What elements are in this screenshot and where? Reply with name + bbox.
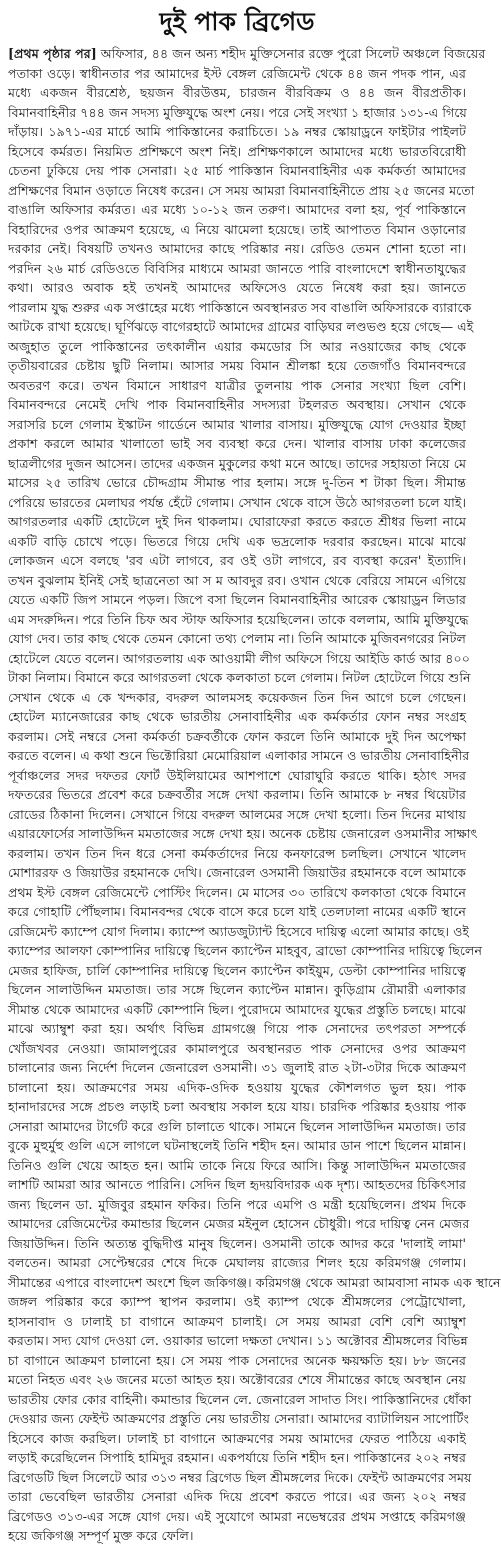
article-line: হোটেলে যেতে বলেন। আগরতলায় এক আওয়ামী লীগ অফিসে গিয়ে আইডি কার্ড আর ৪০০ (8, 650, 471, 666)
article-line: ক্যাম্পের আলফা কোম্পানির দায়িত্বে ছিলেন ক্যাপ্টেন মাহবুব, ব্রাভো কোম্পানির দায়িত্বে ছিলেন (8, 943, 483, 958)
article-line: একটি বাড়ি চোখে পড়ে। ভিতরে গিয়ে দেখি এক ভদ্রলোক দরবার করছেন। মাঝে মাঝে (8, 533, 466, 549)
article-line: সেখান থেকে এ কে খন্দকার, বদরুল আলমসহ কয়েকজন তিন দিন আগে চলে গেছেন। (8, 689, 466, 705)
article-line: এয়ারফোর্সের সালাউদ্দিন মমতাজের সঙ্গে দেখা হয়। অনেক চেষ্টায় জেনারেল ওসমানীর সাক্ষাৎ (8, 826, 478, 841)
article-line: করে গোহাটি পৌঁছলাম। বিমানবন্দর থেকে বাসে করে চলে যাই তেলঢালা নামের একটি স্থানে (8, 904, 466, 919)
article-line: তৃতীয়বারের চেষ্টায় ছুটি নিলাম। আসার সময় বিমান শ্রীলঙ্কা হয়ে তেজগাঁও বিমানবন্দরে (8, 358, 466, 373)
article-line: প্রথম ইস্ট বেঙ্গল রেজিমেন্টে পোস্টিং দিলেন। মে মাসের ৩০ তারিখে কলকাতা থেকে বিমানে (8, 884, 466, 900)
article-line: মোশাররফ ও জিয়াউর রহমানকে দেখি। জেনারেল ওসমানী জিয়াউর রহমানকে বলে আমাকে (8, 865, 466, 880)
article-line: মেজর হাফিজ, চার্লি কোম্পানির দায়িত্বে ছিলেন ক্যাপ্টেন কাইয়ুম, ডেল্টা কোম্পানির দায়িত্বে (8, 962, 466, 978)
article-line: তারা ভেবেছিল ভারতীয় সেনারা এদিক দিয়ে প্রবেশ করতে পারে। এর জন্য ২০২ নম্বর (8, 1489, 466, 1504)
article-line: চা বাগানে আক্রমণ চালানো হয়। সে সময় পাক সেনাদের অনেক ক্ষয়ক্ষতি হয়। ৮৮ জনের (8, 1352, 466, 1368)
continuation-tag: [প্রথম পৃষ্ঠার পর] (8, 46, 97, 61)
article-line: পারলাম যুদ্ধ শুরুর এক সপ্তাহের মধ্যে পাকিস্তানে অবস্থানরত সব বাঙালি অফিসারকে ব্যারাকে (8, 299, 472, 315)
article-line: চালানোর জন্য নির্দেশ দিলেন জেনারেল ওসমানী। ৩১ জুলাই রাত ২টা-৩টার দিকে আক্রমণ (8, 1060, 466, 1075)
article-line: লড়াই করেছিলেন সিপাহি হামিদুর রহমান। একপর্যায়ে তিনি শহীদ হন। পাকিস্তানের ২০২ নম্বর (8, 1450, 466, 1465)
article-line: হিসেবে কর্মরত। নিয়মিত প্রশিক্ষণে অংশ নিই। প্রশিক্ষণকালে আমাদের মধ্যে ভারতবিরোধী (8, 143, 466, 159)
article-line: যেতে একটি জিপ সামনে পড়ল। জিপে বসা ছিলেন বিমানবাহিনীর আরেক স্কোয়াড্রন লিডার (8, 592, 466, 607)
article-line: হোটেল ম্যানেজারের কাছ থেকে ভারতীয় সেনাবাহিনীর এক কর্মকর্তার ফোন নম্বর সংগ্রহ (8, 709, 466, 724)
article-line: আটকে রাখা হয়েছে। ঘূর্ণিঝড়ে বাগেরহাটে আমাদের গ্রামের বাড়িঘর লণ্ডভণ্ড হয়ে গেছে— এই (8, 319, 474, 334)
article-line: হিসেবে কাজ করছিল। ঢালাই চা বাগানে আক্রমণের সময় আমাদের ফেরত পাঠিয়ে একাই (8, 1430, 466, 1446)
article-line: সীমান্তের এপারে বাংলাদেশ অংশে ছিল জকিগঞ্জ। করিমগঞ্জ থেকে আমরা আমবাসা নামক এক স্থানে (8, 1274, 501, 1290)
article-line: ব্রিগেডটি ছিল সিলেটে আর ৩১৩ নম্বর ব্রিগেড ছিল শ্রীমঙ্গলের দিকে। ফেইন্ট আক্রমণের সময় (8, 1469, 472, 1485)
article-line: আমাদের রেজিমেন্টের কমান্ডার ছিলেন মেজর মইনুল হোসেন চৌধুরী। পরে দায়িত্ব নেন মেজর (8, 1216, 470, 1231)
article-line: বিহারিদের ওপর আক্রমণ হয়েছে, এ নিয়ে ঝামেলা হয়েছে। তাই আপাতত বিমান ওড়ানোর (8, 221, 466, 237)
article-line: বাঙালি অফিসার কর্মরত। এর মধ্যে ১০-১২ জন তরুণ। আমাদের বলা হয়, পূর্ব পাকিস্তানে (8, 202, 466, 217)
article-line: তিনিও গুলি খেয়ে আহত হন। আমি তাকে নিয়ে ফিরে আসি। কিন্তু সালাউদ্দিন মমতাজের (8, 1157, 466, 1173)
article-headline: দুই পাক ব্রিগেড (159, 7, 315, 36)
article-line: করলাম। তখন তিন দিন ধরে সেনা কর্মকর্তাদের নিয়ে কনফারেন্স চলছিল। সেখানে খালেদ (8, 845, 466, 861)
article-line: বলতেন। আমরা সেপ্টেম্বরের শেষে দিকে মেঘালয় রাজ্যের শিলং হয়ে করিমগঞ্জ গেলাম। (8, 1255, 466, 1270)
article-line: ভারতীয় ফোর কোর বাহিনী। কমান্ডার ছিলেন লে. জেনারেল সাদাত সিং। পাকিস্তানিদের ধোঁকা (8, 1391, 472, 1407)
article-line: পতাকা ওড়ে। স্বাধীনতার পর আমাদের ইস্ট বেঙ্গল রেজিমেন্ট থেকে ৪৪ জন পদক পান, এর (8, 65, 466, 81)
article-line: জঙ্গল পরিষ্কার করে ক্যাম্প স্থাপন করলাম। ওই ক্যাম্প থেকে শ্রীমঙ্গলের পেট্রোখোলা, (8, 1294, 466, 1309)
article-line: লাশটি আমরা আর আনতে পারিনি। সেদিন ছিল হৃদয়বিদারক এক দৃশ্য। আহতদের চিকিৎসার (8, 1177, 466, 1192)
article-line: চেতনা ঢুকিয়ে দেয় পাক সেনারা। ২৫ মার্চ পাকিস্তান বিমানবাহিনীর এক কর্মকর্তা আমাদের (8, 163, 466, 178)
article-line: দেওয়ার জন্য ফেইন্ট আক্রমণের প্রস্তুতি নেয় ভারতীয় সেনারা। আমাদের ব্যাটালিয়ন সাপোর্টিং (8, 1411, 469, 1426)
article-line: পেরিয়ে ভারতের মেলাঘর পর্যন্ত হেঁটে গেলাম। সেখান থেকে বাসে উঠে আগরতলা চলে যাই। (8, 494, 466, 510)
article-line: অবতরণ করে। তখন বিমানে সাধারণ যাত্রীর তুলনায় পাক সেনার সংখ্যা ছিল বেশি। (8, 377, 466, 393)
article-line: ছিলেন সালাউদ্দিন মমতাজ। তার সঙ্গে ছিলেন ক্যাপ্টেন মান্নান। কুড়িগ্রাম রৌমারী এলাকার (8, 982, 466, 997)
article-line: ব্রিগেডও ৩১৩-এর সঙ্গে যোগ দেয়। এই সুযোগে আমরা নভেম্বরের প্রথম সপ্তাহে করিমগঞ্জ (8, 1508, 466, 1524)
article-line: বুকে মুহুর্মুহু গুলি এসে লাগলে ঘটনাস্থলেই তিনি শহীদ হন। আমার ডান পাশে ছিলেন মান্নান। (8, 1138, 466, 1153)
article-line: তখন বুঝলাম ইনিই সেই ছাত্রনেতা আ স ম আবদুর রব। ওখান থেকে বেরিয়ে সামনে এগিয়ে (8, 572, 466, 588)
article-line: জিয়াউদ্দিন। তিনি অত্যন্ত বুদ্ধিদীপ্ত মানুষ ছিলেন। ওসমানী তাকে আদর করে 'দালাই লামা' (8, 1235, 466, 1251)
article-line: সেনারা আমাদের টার্গেট করে গুলি চালাতে থাকে। সামনে ছিলেন সালাউদ্দিন মমতাজ। তার (8, 1118, 466, 1134)
article-line: পূর্বাঞ্চলের সদর দফতর ফোর্ট উইলিয়ামের আশপাশে ঘোরাঘুরি করতে থাকি। হঠাৎ সদর (8, 767, 466, 783)
article-line: ছাত্রলীগের দুজন আসেন। তাদের একজন মুকুলের কথা মনে আছে। তাদের সহায়তা নিয়ে মে (8, 455, 466, 471)
article-line: খোঁজখবর নেওয়া। জামালপুরের কামালপুরে অবস্থানরত পাক সেনাদের ওপর আক্রমণ (8, 1040, 466, 1056)
article-line: হানাদারদের সঙ্গে প্রচণ্ড লড়াই চলা অবস্থায় সকাল হয়ে যায়। চারদিক পরিষ্কার হওয়ায় পাক (8, 1099, 466, 1114)
article-line: মতো নিহত এবং ২৬ জনের মতো আহত হয়। অক্টোবরের শেষে সীমান্তের কাছে অবস্থান নেয় (8, 1372, 466, 1387)
article-line: রেজিমেন্ট ক্যাম্পে যোগ দিলাম। ক্যাম্পে অ্যাডজুট্যান্ট হিসেবে দায়িত্ব এলো আমার কাছে। ওই (8, 923, 470, 939)
article-line: চালানো হয়। আক্রমণের সময় এদিক-ওদিক হওয়ায় যুদ্ধের কৌশলগত ভুল হয়। পাক (8, 1079, 466, 1095)
article-line: যোগ দেব। তার কাছ থেকে তেমন কোনো তথ্য পেলাম না। তিনি আমাকে মুজিবনগরের নিটল (8, 631, 466, 646)
article-line: এম সদরুদ্দিন। পরে তিনি চিফ অব স্টাফ অফিসার হয়েছিলেন। তাকে বললাম, আমি মুক্তিযুদ্ধে (8, 611, 469, 627)
article-line: লোকজন এসে বলছে 'রব এটা লাগবে, রব ওই ওটা লাগবে, রব ব্যবস্থা করেন' ইত্যাদি। (8, 553, 466, 568)
article-line: দফতরের ভিতরে প্রবেশ করে চক্রবর্তীর সঙ্গে দেখা করলাম। তিনি আমাকে ৮ নম্বর থিয়েটার (8, 787, 466, 802)
article-line: আগরতলার একটি হোটেলে দুই দিন থাকলাম। ঘোরাফেরা করতে করতে শ্রীধর ভিলা নামে (8, 514, 466, 529)
article-body (8, 44, 501, 1543)
article-line: কথা। আরও অবাক হই তখনই আমাদের অফিসেও যেতে নিষেধ করা হয়। জানতে (8, 280, 466, 295)
article-line: রোডের ঠিকানা দিলেন। সেখানে গিয়ে বদরুল আলমের সঙ্গে দেখা হলো। তিন দিনের মাথায় (8, 806, 466, 822)
article-line: অজুহাত তুলে পাকিস্তানের তৎকালীন এয়ার কমডোর সি আর নওয়াজের কাছ থেকে (8, 338, 466, 354)
article-line: জন্য ছিলেন ডা. মুজিবুর রহমান ফকির। তিনি পরে এমপি ও মন্ত্রী হয়েছিলেন। প্রথম দিকে (8, 1196, 466, 1212)
article-line: করলাম। সেই নম্বরে সেনা কর্মকর্তা চক্রবর্তীকে ফোন করলে তিনি আমাকে দুই দিন অপেক্ষা (8, 728, 466, 744)
article-line-text: অফিসার, ৪৪ জন অন্য শহীদ মুক্তিসেনার রক্তে পুরো সিলেট অঞ্চলে বিজয়ের (96, 46, 486, 61)
article-line: করতে বলেন। এ কথা শুনে ভিক্টোরিয়া মেমোরিয়াল এলাকার সামনে ও ভারতীয় সেনাবাহিনীর (8, 748, 470, 763)
article-line: মধ্যে একজন বীরশ্রেষ্ঠ, ছয়জন বীরউত্তম, চারজন বীরবিক্রম ও ৪৪ জন বীরপ্রতীক। (8, 85, 466, 100)
article-line: বিমানবন্দরে নেমেই দেখি পাক বিমানবাহিনীর সদস্যরা টহলরত অবস্থায়। সেখান থেকে (8, 397, 466, 412)
article-line: প্রশিক্ষণের বিমান ওড়াতে নিষেধ করেন। সে সময় আমরা বিমানবাহিনীতে প্রায় ২৫ জনের মতো (8, 182, 475, 198)
article-line: প্রকাশ করলে আমার খালাতো ভাই সব ব্যবস্থা করে দেন। খালার বাসায় ঢাকা কলেজের (8, 436, 466, 451)
article-line (8, 44, 486, 64)
article-line: মাসের ২৫ তারিখ ভোরে চৌদ্দগ্রাম সীমান্ত পার হলাম। সঙ্গে দু-তিন শ টাকা ছিল। সীমান্ত (8, 475, 466, 490)
article-line: টাকা নিলাম। বিমানে করে আগরতলা থেকে কলকাতা চলে গেলাম। নিটল হোটেলে গিয়ে শুনি (8, 670, 471, 685)
article-line: সরাসরি চলে গেলাম ইস্কাটন গার্ডেনে আমার খালার বাসায়। মুক্তিযুদ্ধে যোগ দেওয়ার ইচ্ছা (8, 416, 466, 432)
article-line: দাঁড়ায়। ১৯৭১-এর মার্চে আমি পাকিস্তানের করাচিতে। ১৯ নম্বর স্কোয়াড্রনে ফাইটার পাইলট (8, 124, 466, 139)
article-line: পরদিন ২৬ মার্চ রেডিওতে বিবিসির মাধ্যমে আমরা জানতে পারি বাংলাদেশে স্বাধীনতাযুদ্ধের (8, 260, 466, 276)
article-line: করতাম। সদ্য যোগ দেওয়া লে. ওয়াকার ভালো দক্ষতা দেখান। ১১ অক্টোবর শ্রীমঙ্গলের বিভিন্ন (8, 1333, 468, 1348)
article-line: বিমানবাহিনীর ৭৪৪ জন সদস্য মুক্তিযুদ্ধে অংশ নেয়। পরে সেই সংখ্যা ১ হাজার ১৩১-এ গিয়ে (8, 104, 467, 120)
article-line: হাসনাবাদ ও ঢালাই চা বাগানে আক্রমণ চালাই। সে সময় আমরা বেশি বেশি অ্যাম্বুশ (8, 1313, 466, 1329)
article-line: মাঝে অ্যাম্বুশ করা হয়। অর্থাৎ বিভিন্ন গ্রামগঞ্জে গিয়ে পাক সেনাদের তৎপরতা সম্পর্কে (8, 1021, 466, 1036)
article-line: দরকার নেই। বিষয়টি তখনও আমাদের কাছে পরিষ্কার নয়। রেডিও তেমন শোনা হতো না। (8, 241, 466, 256)
article-line: সীমান্ত থেকে আমাদের একটি কোম্পানি ছিল। পুরোদমে আমাদের যুদ্ধের প্রস্তুতি চলছে। মাঝে (8, 1001, 466, 1017)
article-line: হয়ে জকিগঞ্জ সম্পূর্ণ মুক্ত করে ফেলি। (8, 1528, 194, 1543)
